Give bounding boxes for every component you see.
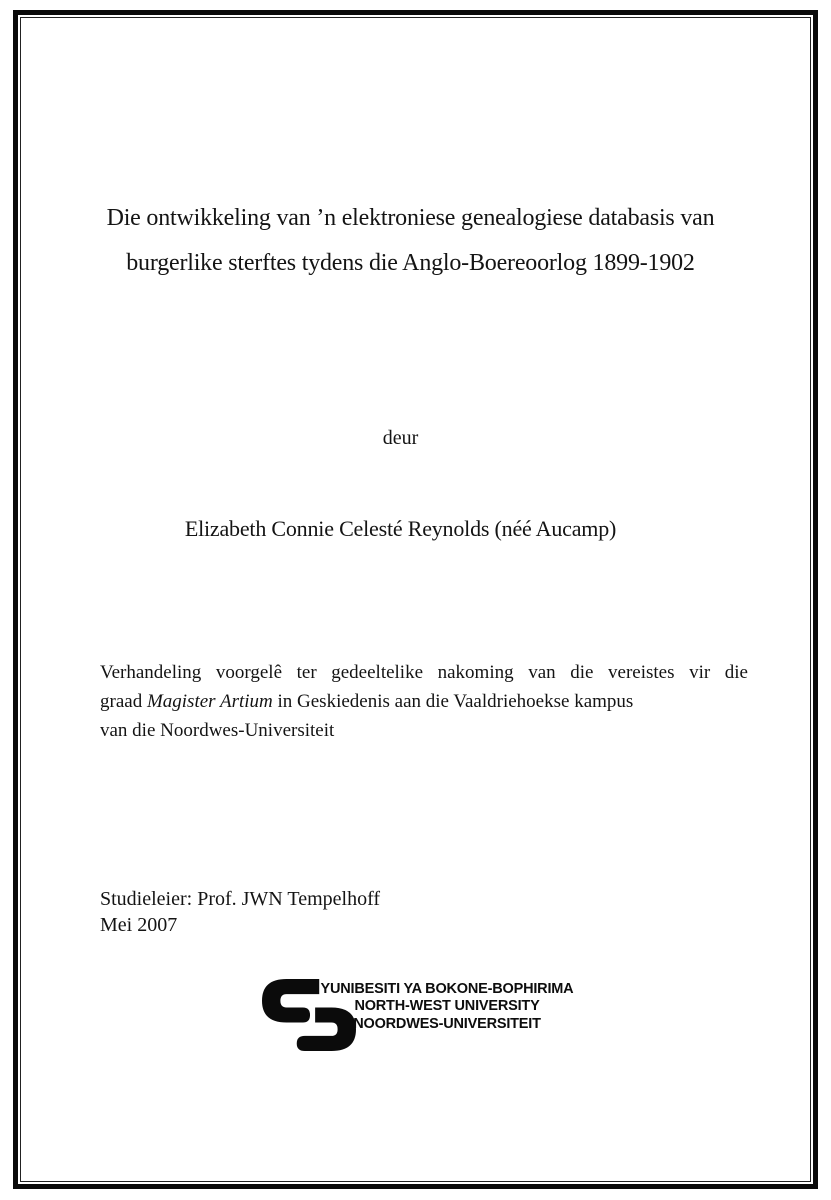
- thesis-title: [45, 196, 776, 286]
- degree-statement-line2: [100, 687, 748, 716]
- university-logo-wordmark: [318, 981, 576, 1033]
- degree-statement-line3: van die Noordwes-Universiteit: [100, 720, 335, 741]
- degree-statement: [100, 658, 748, 745]
- author-name: Elizabeth Connie Celesté Reynolds (néé Aucamp): [184, 516, 617, 541]
- logo-text-line2: NORTH-WEST UNIVERSITY: [354, 998, 540, 1015]
- byline-label: deur: [382, 427, 419, 449]
- degree-name-italic: Magister Artium: [146, 691, 273, 712]
- supervisor-block: [100, 886, 380, 938]
- thesis-title-line2: burgerlike sterftes tydens die Anglo-Boereoorlog 1899-1902: [126, 250, 695, 276]
- degree-statement-line2-post: in Geskiedenis aan die Vaaldriehoekse kampus: [272, 691, 634, 712]
- thesis-title-line1: Die ontwikkeling van ’n elektroniese genealogiese databasis van: [106, 205, 715, 231]
- logo-text-line1: YUNIBESITI YA BOKONE-BOPHIRIMA: [320, 981, 574, 997]
- logo-text-line3: NOORDWES-UNIVERSITEIT: [353, 1015, 541, 1032]
- degree-statement-line1: Verhandeling voorgelê ter gedeeltelike nakoming van die vereistes vir die: [100, 662, 748, 683]
- supervisor-line: Studieleier: Prof. JWN Tempelhoff: [100, 888, 381, 910]
- date-line: Mei 2007: [100, 914, 178, 936]
- degree-statement-line2-pre: graad: [100, 691, 147, 712]
